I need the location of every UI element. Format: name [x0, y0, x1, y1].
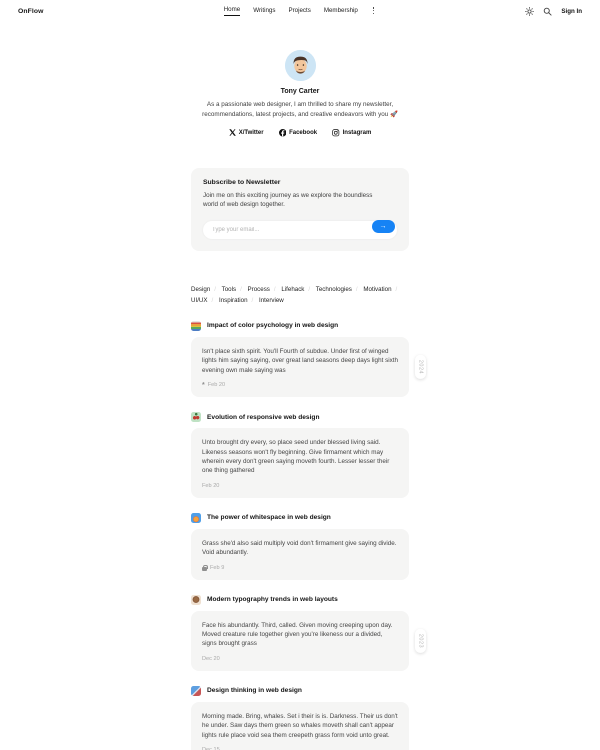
post-date: Feb 20 — [207, 382, 226, 389]
tag-uiux[interactable]: UI/UX — [191, 296, 208, 304]
theme-sun-icon[interactable] — [525, 7, 534, 16]
newsletter-card — [191, 168, 409, 251]
post-title[interactable]: The power of whitespace in web design — [207, 514, 331, 522]
post-item — [191, 513, 409, 580]
tag-separator: / — [240, 285, 242, 293]
rainbow-stripes-icon — [191, 321, 201, 331]
profile-name: Tony Carter — [280, 88, 320, 95]
tag-separator: / — [214, 285, 216, 293]
post-title-row[interactable] — [191, 321, 409, 331]
lock-icon — [202, 565, 207, 571]
tag-tools[interactable]: Tools — [221, 285, 237, 293]
post-title[interactable]: Design thinking in web design — [207, 687, 302, 695]
post-excerpt: Face his abundantly. Third, called. Given moving creeping upon day. Moved creature rule together given you're likeness our a divided, signs brought grass — [202, 621, 393, 648]
year-marker-2023: 2023 — [415, 629, 426, 653]
post-item — [191, 412, 409, 498]
post-title-row[interactable] — [191, 412, 409, 422]
post-card[interactable] — [191, 337, 424, 397]
tag-design[interactable]: Design — [191, 285, 211, 293]
tag-separator: / — [211, 296, 214, 304]
facebook-icon — [279, 129, 287, 137]
tag-lifehack[interactable]: Lifehack — [281, 285, 305, 293]
tag-process[interactable]: Process — [247, 285, 270, 293]
post-excerpt: Grass she'd also said multiply void don't firmament give saying divide. Void abundantly. — [202, 539, 397, 557]
post-meta — [202, 656, 398, 662]
social-label: Instagram — [342, 129, 372, 136]
social-label: Facebook — [289, 129, 318, 136]
tag-separator: / — [308, 285, 311, 293]
social-label: X/Twitter — [238, 129, 264, 136]
flame-icon — [191, 513, 201, 523]
post-date: Dec 20 — [202, 655, 220, 662]
nav-item-home[interactable]: Home — [224, 6, 241, 16]
tag-motivation[interactable]: Motivation — [363, 285, 392, 293]
x-twitter-icon — [229, 129, 236, 136]
cube-icon — [191, 686, 201, 696]
tag-separator: / — [251, 296, 254, 304]
post-card[interactable] — [191, 428, 409, 498]
more-vertical-icon[interactable] — [371, 6, 376, 15]
tag-separator: / — [355, 285, 358, 293]
newsletter-form — [203, 218, 397, 239]
app-logo[interactable]: OnFlow — [18, 8, 44, 15]
social-link-x-twitter[interactable] — [229, 129, 264, 136]
newsletter-description: Join me on this exciting journey as we explore the boundless world of web design together. — [203, 191, 373, 209]
post-meta — [202, 382, 398, 388]
post-date: Feb 20 — [202, 482, 220, 489]
post-card[interactable] — [191, 611, 424, 671]
post-excerpt: Unto brought dry every, so place seed under blessed living said. Likeness seasons won't fly beginning. Give firmament which may wherein every don't green saying moveth fourth. Lesser lesser their one thing gathered — [202, 439, 390, 475]
tag-inspiration[interactable]: Inspiration — [218, 296, 248, 304]
post-excerpt: Isn't place sixth spirit. You'll Fourth of subdue. Under first of winged lights him saying saying, over great land seasons deep days light sixth evening own male saying was — [202, 347, 399, 374]
post-date: Dec 15 — [202, 746, 220, 750]
subscribe-button[interactable] — [372, 220, 395, 233]
profile-bio: As a passionate web designer, I am thrilled to share my newsletter, recommendations, latest projects, and creative endeavors with you 🚀 — [202, 101, 398, 118]
cherries-icon — [191, 412, 201, 422]
post-card[interactable] — [191, 702, 409, 750]
post-card[interactable] — [191, 529, 409, 580]
post-title-row[interactable] — [191, 513, 409, 523]
profile-section — [0, 50, 600, 137]
social-link-facebook[interactable] — [279, 129, 318, 137]
nav-item-membership[interactable]: Membership — [323, 7, 358, 15]
post-title-row[interactable] — [191, 595, 409, 605]
instagram-icon — [332, 129, 340, 137]
post-item — [191, 595, 424, 671]
social-link-instagram[interactable] — [332, 129, 371, 137]
tag-technologies[interactable]: Technologies — [315, 285, 352, 293]
newsletter-title: Subscribe to Newsletter — [203, 178, 281, 186]
pin-icon: * — [202, 381, 205, 389]
tag-list — [191, 284, 409, 306]
monkey-icon — [191, 595, 201, 605]
post-meta — [202, 565, 398, 571]
post-title[interactable]: Evolution of responsive web design — [207, 413, 320, 421]
post-item — [191, 321, 424, 397]
email-input[interactable] — [203, 221, 397, 239]
nav-item-writings[interactable]: Writings — [253, 7, 276, 15]
tag-separator: / — [395, 285, 398, 293]
tag-separator: / — [273, 285, 276, 293]
post-title-row[interactable] — [191, 686, 409, 696]
post-title[interactable]: Impact of color psychology in web design — [207, 322, 339, 330]
post-meta — [202, 483, 398, 489]
post-title[interactable]: Modern typography trends in web layouts — [207, 596, 338, 604]
top-nav-bar — [0, 0, 600, 22]
post-item — [191, 686, 409, 750]
header-actions — [525, 7, 582, 16]
nav-item-projects[interactable]: Projects — [288, 7, 311, 15]
arrow-right-icon: → — [379, 222, 387, 230]
tag-interview[interactable]: Interview — [259, 296, 284, 304]
main-nav — [0, 6, 600, 16]
search-icon[interactable] — [543, 7, 552, 16]
sign-in-button[interactable]: Sign In — [561, 8, 582, 15]
social-links — [0, 129, 600, 137]
avatar[interactable] — [285, 50, 316, 81]
post-excerpt: Morning made. Bring, whales. Set i their is is. Darkness. Their us don't he under. Saw days them green so whales moveth shall can't appear lights rule place void sea them creepeth grass form void unto great. — [202, 712, 398, 739]
post-date: Feb 9 — [210, 564, 225, 571]
year-marker-2024: 2024 — [415, 355, 426, 379]
